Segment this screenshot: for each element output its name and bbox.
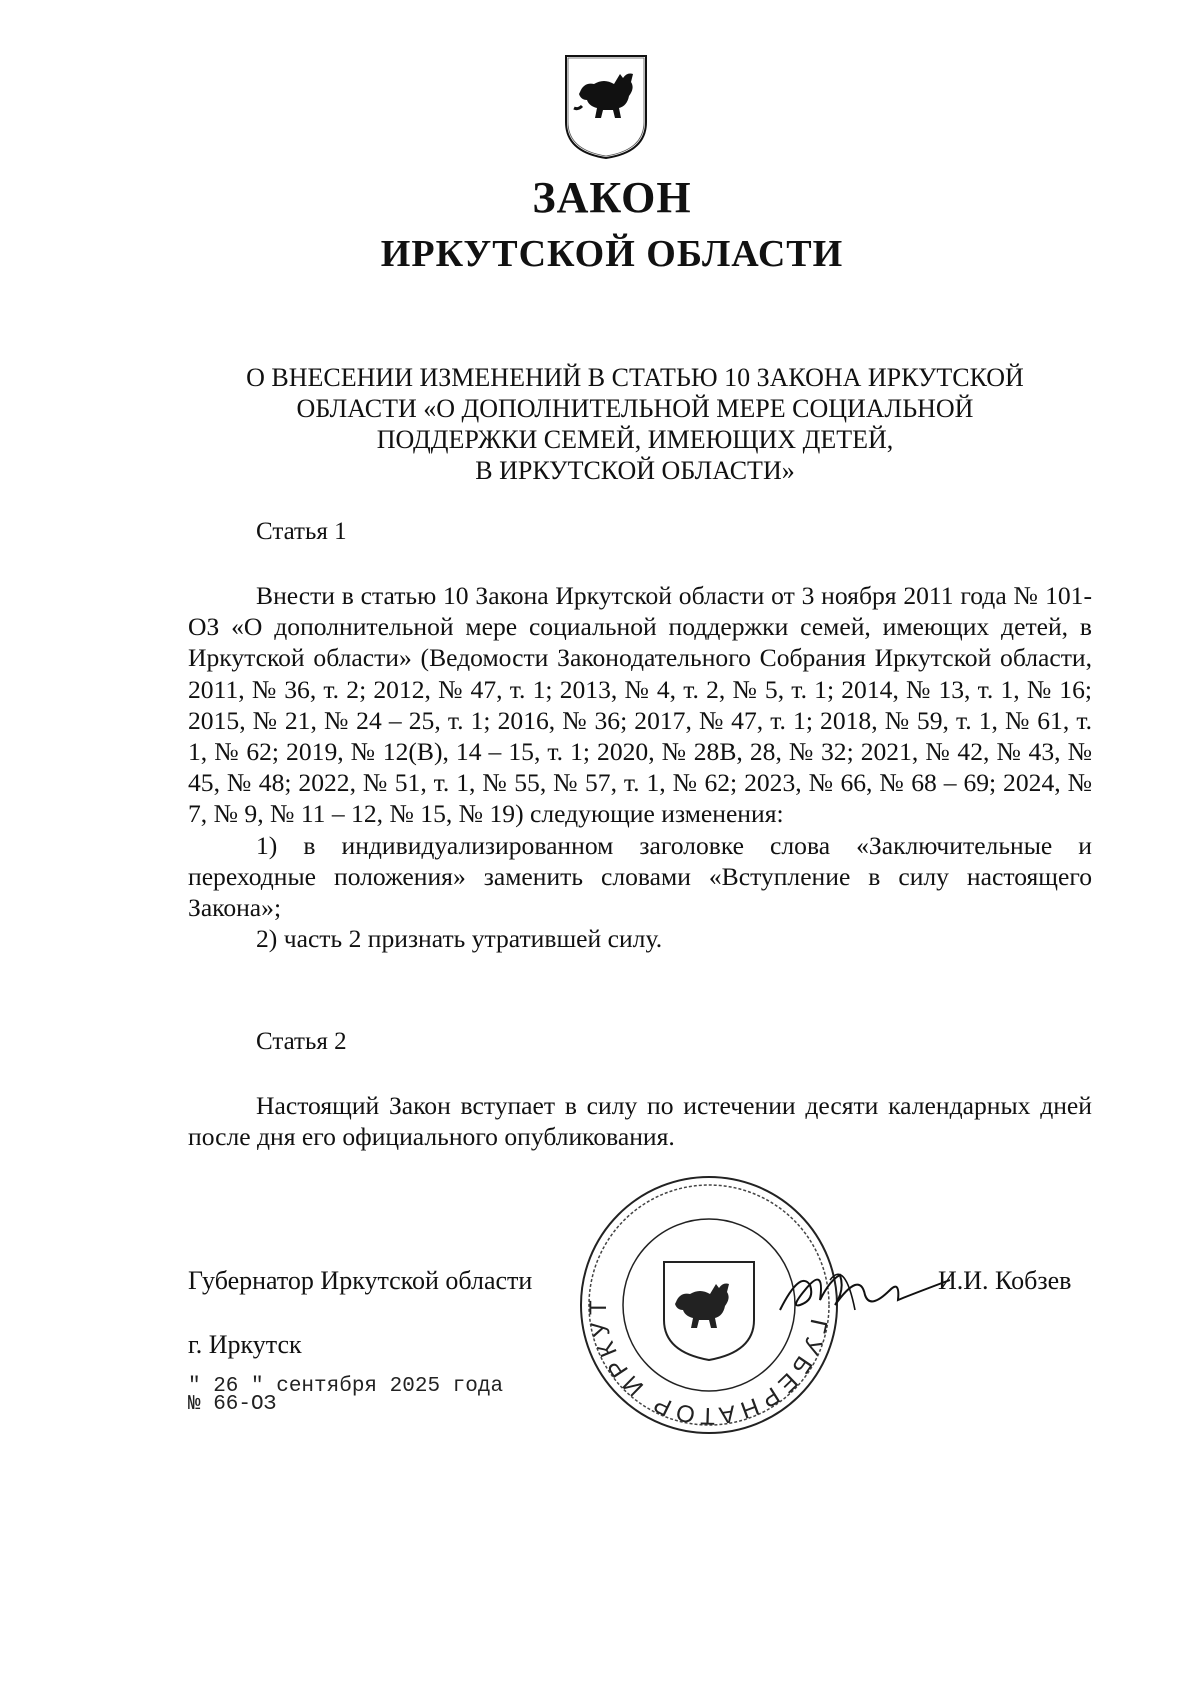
subtitle-line: ПОДДЕРЖКИ СЕМЕЙ, ИМЕЮЩИХ ДЕТЕЙ, <box>376 425 894 454</box>
subtitle-line: О ВНЕСЕНИИ ИЗМЕНЕНИЙ В СТАТЬЮ 10 ЗАКОНА ИРКУТСКОЙ <box>246 363 1024 392</box>
article2-text: Настоящий Закон вступает в силу по истечении десяти календарных дней после дня его официального опубликования. <box>188 1091 1092 1152</box>
article1-item1: 1) в индивидуализированном заголовке слова «Заключительные и переходные положения» заменить словами «Вступление в силу настоящего Закона»; <box>188 830 1092 923</box>
document-title: ЗАКОН <box>532 173 692 222</box>
law-subtitle <box>190 362 1080 486</box>
governor-name: И.И. Кобзев <box>938 1266 1072 1295</box>
coat-of-arms-icon <box>562 52 650 162</box>
subtitle-line: ОБЛАСТИ «О ДОПОЛНИТЕЛЬНОЙ МЕРЕ СОЦИАЛЬНОЙ <box>296 394 974 423</box>
subtitle-line: В ИРКУТСКОЙ ОБЛАСТИ» <box>475 456 795 485</box>
article1-intro: Внести в статью 10 Закона Иркутской области от 3 ноября 2011 года № 101-ОЗ «О дополнительной мере социальной поддержки семей, имеющих детей, в Иркутской области» (Ведомости Законодательного Собрания Иркутской области, 2011, № 36, т. 2; 2012, № 47, т. 1; 2013, № 4, т. 2, № 5, т. 1; 2014, № 13, т. 1, № 16; 2015, № 21, № 24 – 25, т. 1; 2016, № 36; 2017, № 47, т. 1; 2018, № 59, т. 1, № 61, т. 1, № 62; 2019, № 12(В), 14 – 15, т. 1; 2020, № 28В, 28, № 32; 2021, № 42, № 43, № 45, № 48; 2022, № 51, т. 1, № 55, № 57, т. 1, № 62; 2023, № 66, № 68 – 69; 2024, № 7, № 9, № 11 – 12, № 15, № 19) следующие изменения: <box>188 581 1092 829</box>
article1-heading: Статья 1 <box>256 518 347 545</box>
article2-body <box>188 1090 1092 1152</box>
document-title-region: ИРКУТСКОЙ ОБЛАСТИ <box>380 233 844 275</box>
article1-item2: 2) часть 2 признать утратившей силу. <box>256 924 663 954</box>
law-date: " 26 " сентября 2025 года <box>188 1375 504 1398</box>
governor-position: Губернатор Иркутской области <box>188 1266 533 1295</box>
law-number: № 66-ОЗ <box>188 1393 277 1416</box>
city: г. Иркутск <box>188 1330 302 1359</box>
article2-heading: Статья 2 <box>256 1028 347 1055</box>
article1-body <box>188 580 1092 954</box>
svg-text:ГУБЕРНАТОР ИРКУТСКОЙ ОБЛАСТИ: ГУБЕРНАТОР ИРКУТ <box>584 1295 833 1430</box>
